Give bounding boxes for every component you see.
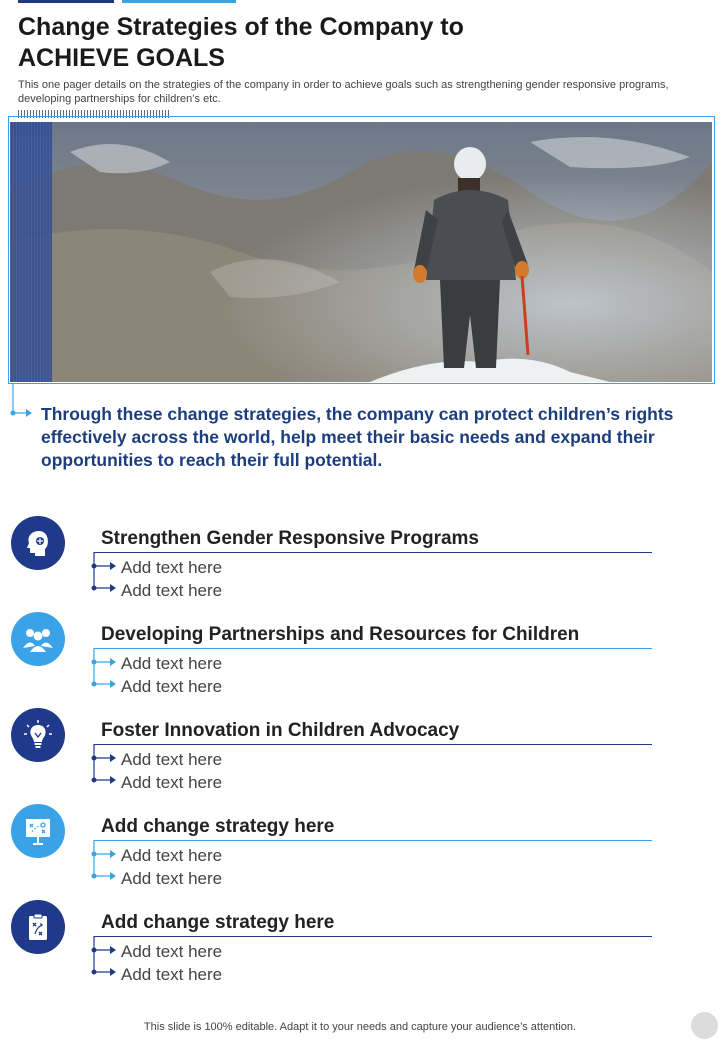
strategy-icon-circle <box>11 612 65 666</box>
bullet-tree-icon <box>90 936 120 984</box>
strategy-block-2 <box>0 612 720 708</box>
strategy-title: Developing Partnerships and Resources for Children <box>101 624 580 645</box>
lightbulb-icon <box>23 720 53 750</box>
strategy-block-1 <box>0 516 720 612</box>
strategy-item: Add text here <box>121 558 223 577</box>
strategy-item: Add text here <box>121 965 223 984</box>
head-profile-icon <box>23 528 53 558</box>
page-title-line2: ACHIEVE GOALS <box>18 44 225 72</box>
strategy-underline <box>94 936 652 937</box>
bullet-tree-icon <box>90 840 120 888</box>
strategy-title: Add change strategy here <box>101 912 335 933</box>
top-accent-bar-dark <box>18 0 114 3</box>
strategy-icon-circle <box>11 900 65 954</box>
top-accent-bar-light <box>122 0 236 3</box>
strategy-item: Add text here <box>121 750 223 769</box>
strategy-underline <box>94 648 652 649</box>
mountaineer-photo <box>10 122 712 382</box>
strategy-icon-circle <box>11 516 65 570</box>
clipboard-strategy-icon <box>23 912 53 942</box>
strategy-item: Add text here <box>121 846 223 865</box>
strategy-item: Add text here <box>121 581 223 600</box>
strategy-item: Add text here <box>121 869 223 888</box>
photo-accent-strip <box>10 122 52 382</box>
bullet-tree-icon <box>90 648 120 696</box>
strategy-block-4 <box>0 804 720 900</box>
strategy-title: Add change strategy here <box>101 816 335 837</box>
page-title-line1: Change Strategies of the Company to <box>18 13 464 41</box>
group-people-icon <box>21 624 55 654</box>
strategy-title: Strengthen Gender Responsive Programs <box>101 528 479 549</box>
strategy-title: Foster Innovation in Children Advocacy <box>101 720 460 741</box>
bullet-tree-icon <box>90 552 120 600</box>
callout-text: Through these change strategies, the company can protect children’s rights effectively across the world, help meet their basic needs and expand their opportunities to reach their full potential. <box>41 404 674 470</box>
strategy-item: Add text here <box>121 654 223 673</box>
strategy-underline <box>94 552 652 553</box>
callout-connector-icon <box>10 383 36 419</box>
strategy-item: Add text here <box>121 677 223 696</box>
presentation-board-icon <box>23 816 53 846</box>
page-subtitle: This one pager details on the strategies of the company in order to achieve goals such as strengthening gender responsive programs, developing partnerships for children’s etc. <box>18 79 669 105</box>
strategy-item: Add text here <box>121 773 223 792</box>
strategy-block-5 <box>0 900 720 996</box>
strategy-underline <box>94 840 652 841</box>
strategy-icon-circle <box>11 708 65 762</box>
page-indicator-dot <box>691 1012 718 1039</box>
strategy-item: Add text here <box>121 942 223 961</box>
footer-note: This slide is 100% editable. Adapt it to your needs and capture your audience’s attention. <box>143 1021 577 1033</box>
strategy-underline <box>94 744 652 745</box>
strategy-icon-circle <box>11 804 65 858</box>
strategy-block-3 <box>0 708 720 804</box>
bullet-tree-icon <box>90 744 120 792</box>
page-title <box>18 12 618 74</box>
